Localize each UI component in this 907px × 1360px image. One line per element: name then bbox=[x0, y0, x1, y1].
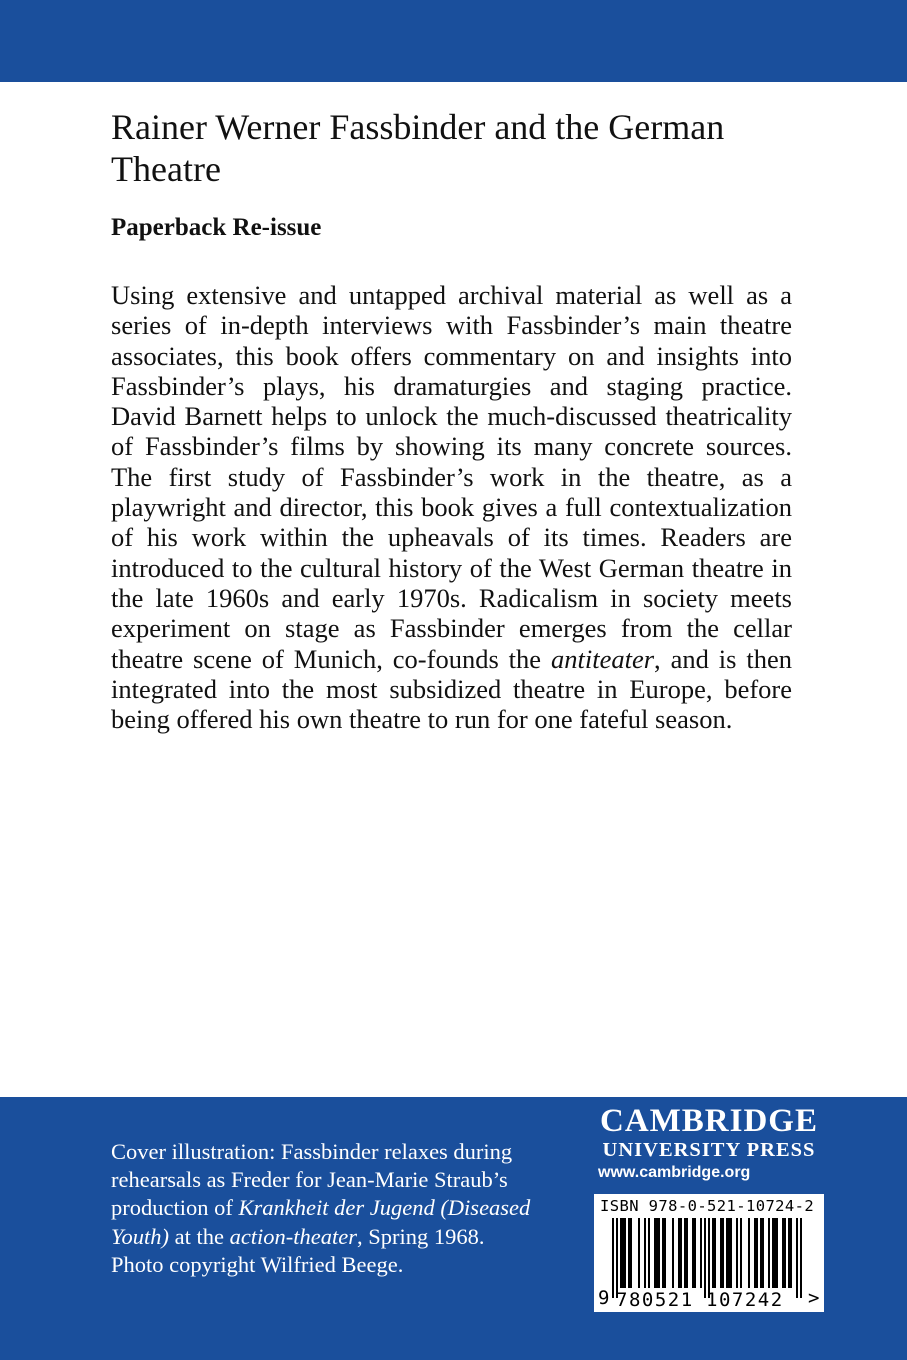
barcode-bar bbox=[638, 1218, 640, 1288]
barcode-bar bbox=[748, 1218, 750, 1288]
book-title: Rainer Werner Fassbinder and the German Theatre bbox=[111, 107, 725, 189]
barcode-bar bbox=[704, 1218, 706, 1298]
barcode-bar bbox=[662, 1218, 666, 1288]
barcode-right-digits: 107242 bbox=[706, 1289, 784, 1311]
publisher-subtitle: UNIVERSITY PRESS bbox=[602, 1139, 816, 1161]
barcode-digits bbox=[594, 1289, 824, 1311]
barcode-bar bbox=[648, 1218, 650, 1288]
barcode-bar bbox=[654, 1218, 660, 1288]
publisher-logo bbox=[594, 1104, 824, 1182]
barcode-bar bbox=[726, 1218, 732, 1288]
top-color-band bbox=[0, 0, 907, 82]
barcode-bar bbox=[796, 1218, 798, 1298]
caption-text-3: , Spring 1968. Photo copyright Wilfried Beege. bbox=[111, 1223, 485, 1277]
isbn-barcode-box bbox=[594, 1194, 824, 1312]
book-description bbox=[111, 280, 792, 734]
barcode-bar bbox=[772, 1218, 778, 1288]
barcode-bar bbox=[760, 1218, 764, 1288]
barcode-lead-digit: 9 bbox=[598, 1287, 610, 1309]
barcode-bar bbox=[672, 1218, 674, 1288]
description-text-start: Using extensive and untapped archival material as well as a series of in-depth interviews with Fassbinder’s main theatre associates, this book offers commentary on and insights into Fassbinder’s plays, his dramaturgies and staging practice. David Barnett helps to unlock the much-discussed theatricality of Fassbinder’s films by showing its many concrete sources. The first study of Fassbinder’s work in the theatre, as a playwright and director, this book gives a full contextualization of his work within the upheavals of its times. Readers are introduced to the cultural history of the West German theatre in the late 1960s and early 1970s. Radicalism in society meets experiment on stage as Fassbinder emerges from the cellar theatre scene of Munich, co-founds the bbox=[111, 280, 792, 674]
barcode-bar bbox=[644, 1218, 646, 1288]
caption-emphasis-2: action-theater bbox=[229, 1223, 358, 1249]
barcode-bar bbox=[612, 1218, 614, 1298]
cover-illustration-caption bbox=[111, 1138, 541, 1279]
barcode-bar bbox=[678, 1218, 682, 1288]
barcode-bar bbox=[708, 1218, 710, 1298]
barcode-left-digits: 780521 bbox=[616, 1289, 694, 1311]
barcode-bar bbox=[754, 1218, 758, 1288]
barcode-bar bbox=[800, 1218, 802, 1298]
barcode-bar bbox=[782, 1218, 786, 1288]
barcode-quiet-zone-mark: > bbox=[808, 1287, 820, 1309]
publisher-name: CAMBRIDGE bbox=[599, 1103, 818, 1139]
barcode-bar bbox=[684, 1218, 688, 1288]
isbn-label: ISBN 978-0-521-10724-2 bbox=[600, 1197, 815, 1215]
caption-text-2: at the bbox=[168, 1223, 230, 1249]
description-emphasis: antiteater bbox=[550, 643, 655, 674]
barcode-bar bbox=[628, 1218, 632, 1288]
caption-emphasis-1: Krankheit der Jugend (Diseased Youth) bbox=[111, 1195, 531, 1249]
barcode-bar bbox=[700, 1218, 702, 1288]
barcode-bar bbox=[616, 1218, 618, 1298]
barcode-bar bbox=[736, 1218, 738, 1288]
barcode-bar bbox=[712, 1218, 716, 1288]
edition-label: Paperback Re-issue bbox=[111, 214, 322, 241]
barcode-bar bbox=[740, 1218, 742, 1288]
description-text-end: , and is then integrated into the most subsidized theatre in Europe, before being offered his own theatre to run for one fateful season. bbox=[111, 643, 792, 735]
barcode-bar bbox=[788, 1218, 792, 1288]
barcode-bar bbox=[768, 1218, 770, 1288]
barcode-bar bbox=[620, 1218, 626, 1288]
caption-text-1: Cover illustration: Fassbinder relaxes during rehearsals as Freder for Jean-Marie Straub’s production of bbox=[111, 1139, 513, 1221]
barcode-bar bbox=[720, 1218, 724, 1288]
publisher-website: www.cambridge.org bbox=[598, 1164, 751, 1181]
barcode-bar bbox=[692, 1218, 696, 1288]
